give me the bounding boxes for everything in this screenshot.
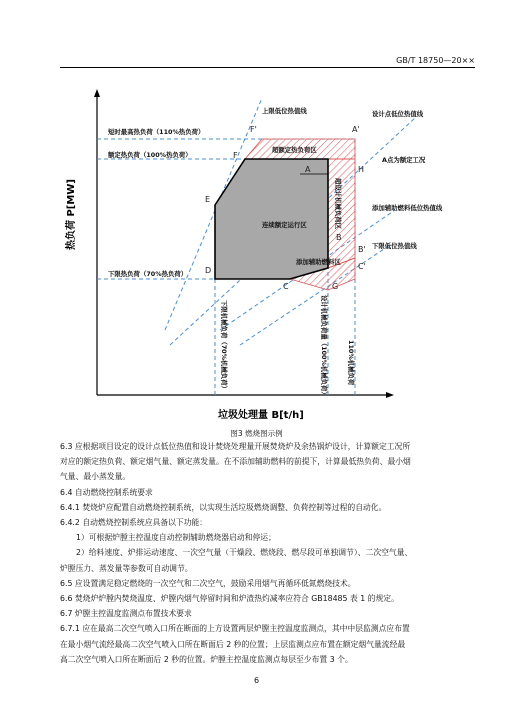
point-C: C xyxy=(283,282,289,291)
standard-number: GB/T 18750—20×× xyxy=(396,56,475,65)
rated-load-label: 额定热负荷（100%热负荷） xyxy=(108,151,192,159)
max-load-label: 短时最高热负荷（110%热负荷） xyxy=(108,128,205,136)
text-line: 对应的额定热负荷、额定烟气量、额定蒸发量。在不添加辅助燃料的前提下，计算最低热负荷、最小烟 xyxy=(60,457,411,467)
lower-low-heat-line-label: 下限低位热值线 xyxy=(372,242,417,250)
text-line: 6.6 焚烧炉炉膛内焚烧温度、炉膛内烟气停留时间和炉渣热灼减率应符合 GB18485 表 1 的规定。 xyxy=(60,594,399,603)
point-G: G xyxy=(332,282,339,291)
text-line: 炉膛压力、蒸发量等参数可自动调节。 xyxy=(60,563,193,573)
point-A1: A' xyxy=(352,125,360,134)
a-point-note: A点为额定工况 xyxy=(382,156,426,164)
page-number: 6 xyxy=(253,676,260,685)
x-axis-label: 垃圾处理量 B[t/h] xyxy=(218,410,304,421)
text-line: 2）给料速度、炉排运动速度、一次空气量（干燥段、燃烧段、燃尽段可单独调节）、二次空气量、 xyxy=(76,548,413,558)
figure-caption: 图3 燃烧图示例 xyxy=(230,429,283,438)
text-line: 6.3 应根据项目设定的设计点低位热值和设计焚烧处理量开展焚烧炉及余热锅炉设计，计算额定工况所 xyxy=(60,442,411,451)
text-line: 6.5 应设置满足稳定燃烧的一次空气和二次空气，鼓励采用烟气再循环低氮燃烧技术。 xyxy=(60,578,356,588)
point-E: E xyxy=(205,195,211,204)
text-line: 6.7.1 应在最高二次空气喷入口所在断面的上方设置两层炉膛主控温度监测点，其中中层监测点应布置 xyxy=(60,624,410,634)
text-line: 6.4.1 焚烧炉应配置自动燃烧控制系统，以实现生活垃圾燃烧调整、负荷控制等过程的自动化。 xyxy=(60,502,387,512)
point-B: B xyxy=(336,233,342,242)
point-D: D xyxy=(205,266,212,275)
upper-low-heat-line-label: 上限低位热值线 xyxy=(262,107,307,115)
point-H: H xyxy=(358,165,365,174)
overload-region-label: 超设计机械负荷区 xyxy=(334,178,342,230)
text-line: 6.7 炉膛主控温度监测点布置技术要求 xyxy=(60,609,192,619)
aux-region-label: 添加辅助燃料区 xyxy=(296,258,341,266)
point-B1: B' xyxy=(358,245,366,254)
max-mech-label: 110%机械负荷 xyxy=(347,340,355,386)
over-rated-region-label: 超额定热负荷区 xyxy=(272,146,317,154)
x-axis-arrow xyxy=(386,392,394,398)
lower-load-label: 下限热负荷（70%热负荷） xyxy=(108,270,188,278)
y-axis-arrow xyxy=(94,89,100,97)
y-axis-label: 热负荷 P[MW] xyxy=(66,179,77,250)
point-A: A xyxy=(305,165,311,174)
design-low-heat-line-label: 设计点低位热值线 xyxy=(372,110,424,118)
lower-mech-label: 下限机械负荷（70%机械负荷） xyxy=(220,300,228,392)
text-line: 在最小烟气流经最高二次空气喷入口所在断面后 2 秒的位置；上层监测点应布置在额定烟气量流经最 xyxy=(60,639,406,649)
point-C1: C' xyxy=(358,262,366,271)
point-F: F xyxy=(233,151,238,160)
continuous-region-label: 连续额定运行区 xyxy=(262,221,307,229)
aux-low-heat-line-label: 添加辅助燃料低位热值线 xyxy=(372,204,443,212)
text-line: 1）可根据炉膛主控温度自动控制辅助燃烧器启动和停运； xyxy=(76,533,276,543)
text-line: 气量、最小蒸发量。 xyxy=(60,472,131,482)
text-line: 高二次空气喷入口所在断面后 2 秒的位置。炉膛主控温度监测点每层至少布置 3 个。 xyxy=(60,654,353,664)
point-F1: F' xyxy=(250,125,257,134)
design-mech-label: 设计机械负荷量（100%机械负荷） xyxy=(320,295,328,398)
text-line: 6.4 自动燃烧控制系统要求 xyxy=(60,487,153,497)
text-line: 6.4.2 自动燃烧控制系统应具备以下功能： xyxy=(60,518,208,527)
